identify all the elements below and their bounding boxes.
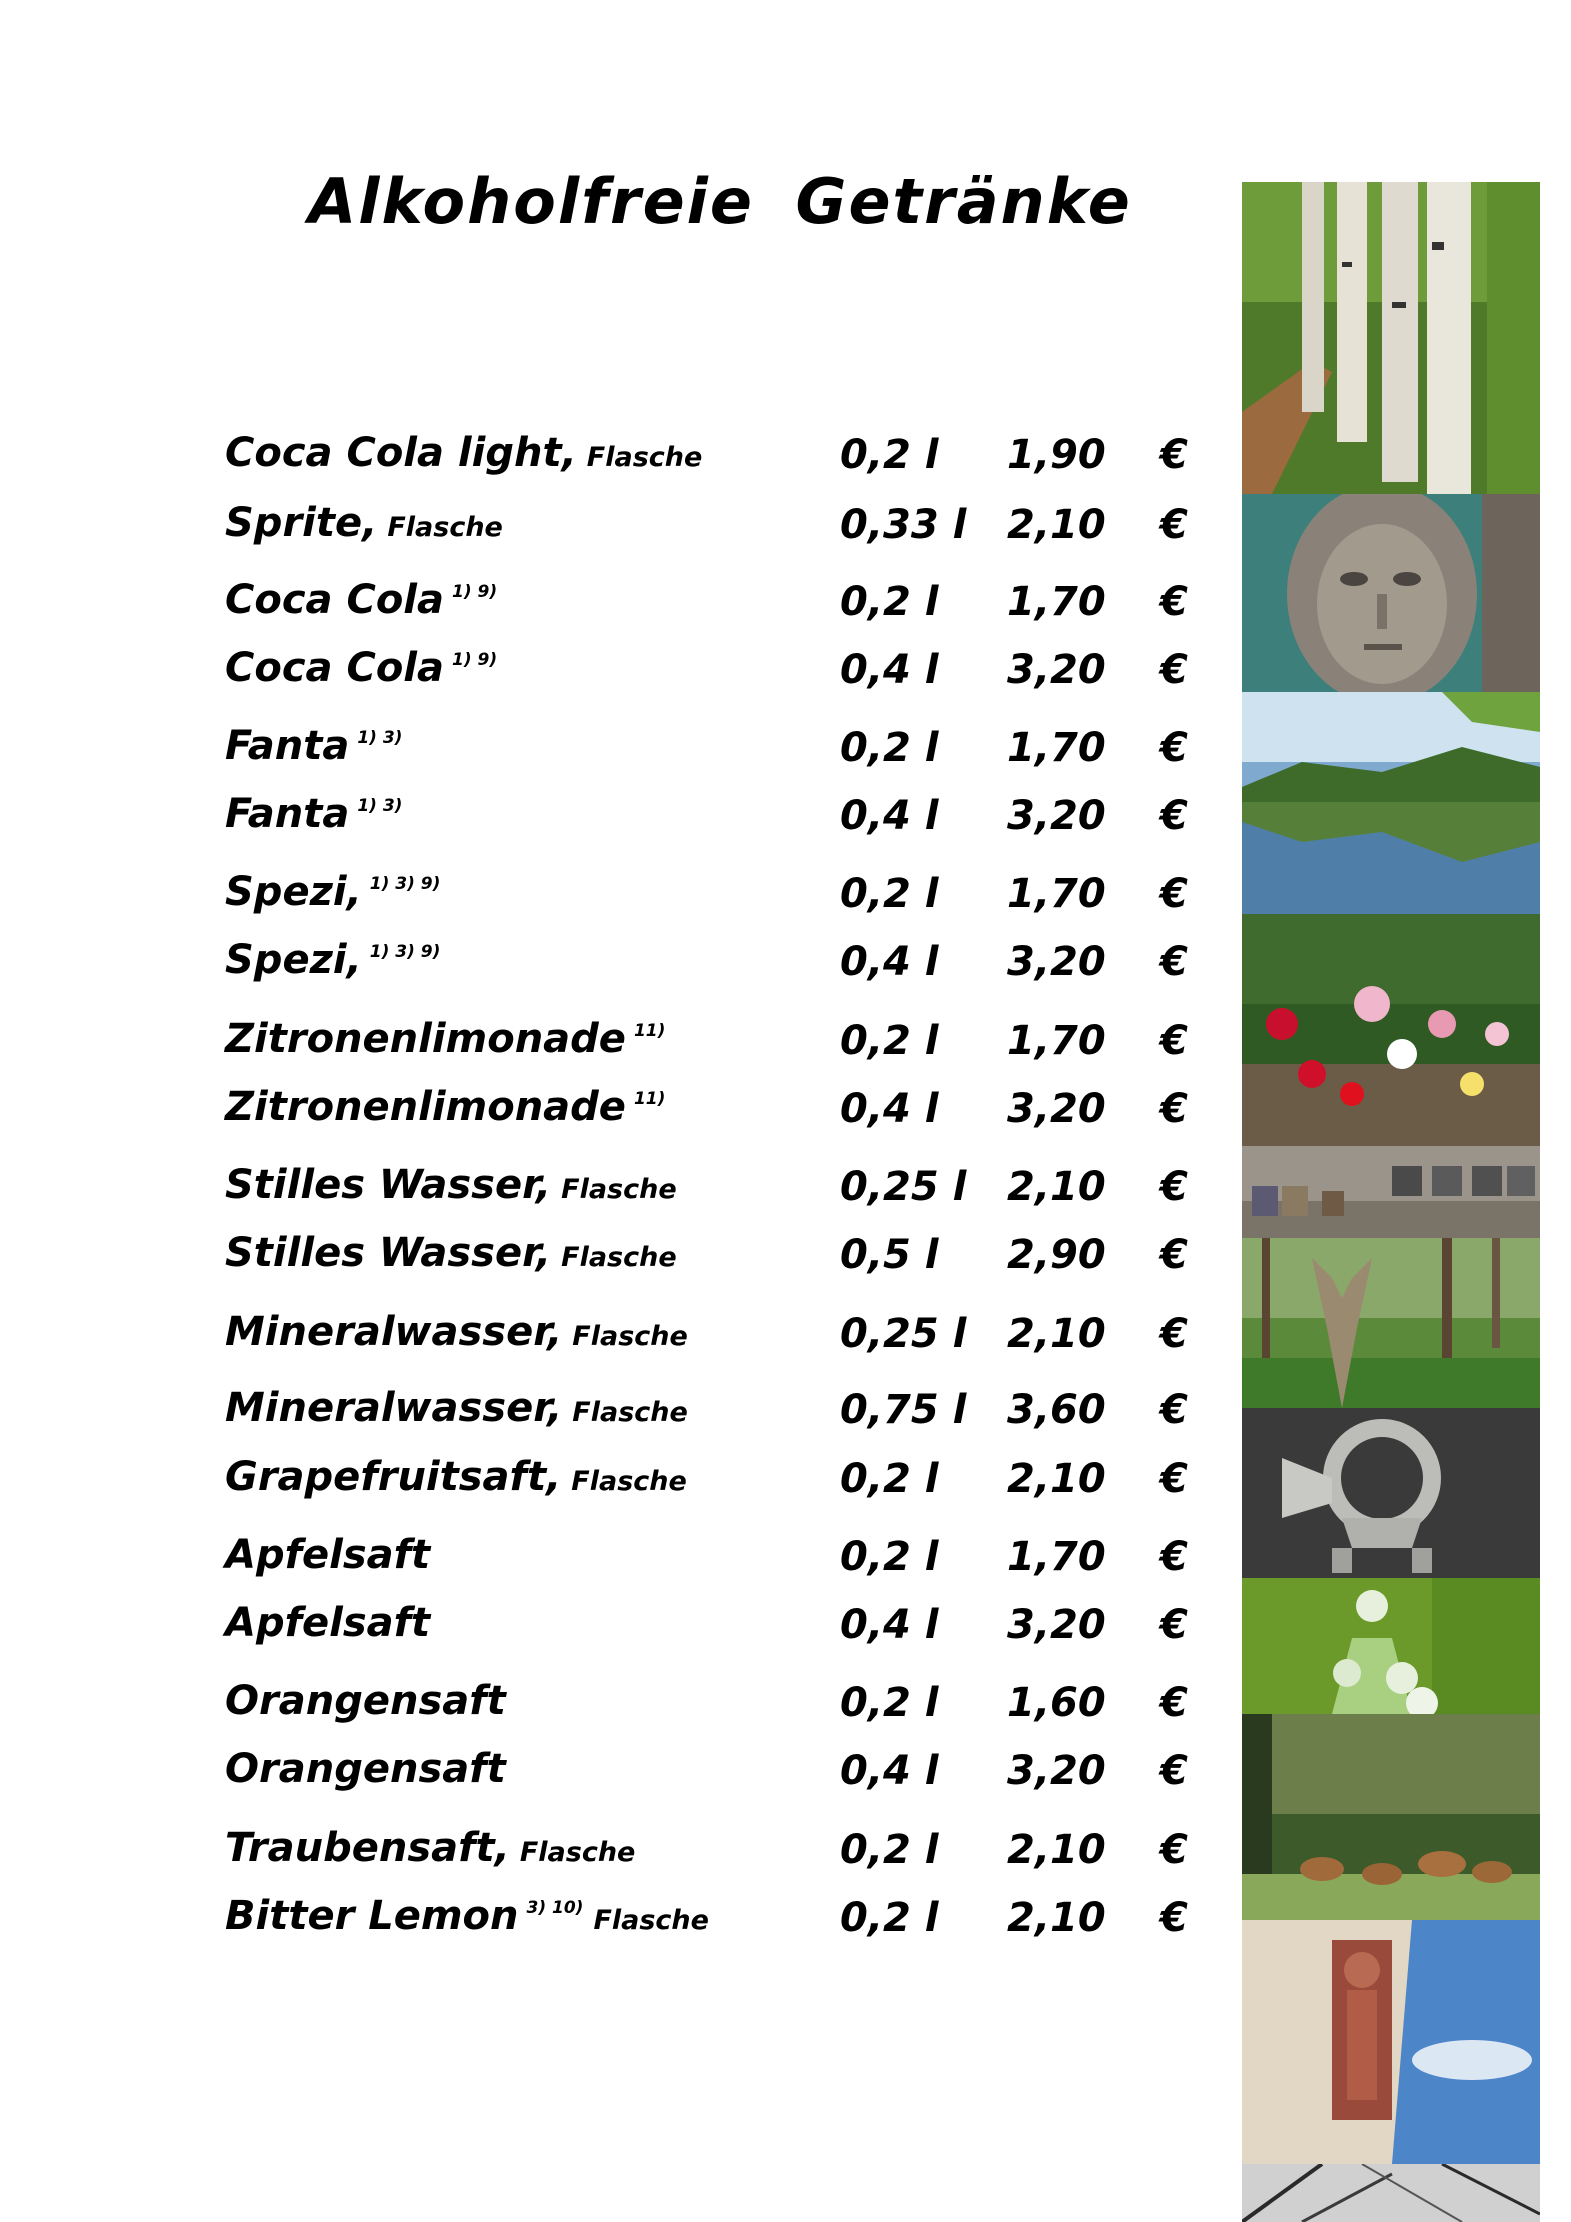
- item-name-text: Coca Cola light,: [225, 430, 577, 476]
- item-price: 1,70: [1007, 725, 1106, 771]
- menu-item-row: [225, 577, 1225, 637]
- deer-in-park-photo: [1242, 1714, 1540, 1920]
- item-name-text: Stilles Wasser,: [225, 1230, 552, 1276]
- item-volume: 0,2 l: [840, 579, 939, 625]
- spiderweb-branches-photo: [1242, 2164, 1540, 2222]
- menu-item-row: [225, 1162, 1225, 1222]
- currency-symbol: €: [1160, 1456, 1188, 1502]
- menu-item-row: [225, 1893, 1225, 1953]
- birch-forest-path-photo: [1242, 182, 1540, 494]
- item-name-text: Stilles Wasser,: [225, 1162, 552, 1208]
- item-container-label: Flasche: [561, 1242, 677, 1273]
- currency-symbol: €: [1160, 432, 1188, 478]
- sandstone-statue-sky-photo: [1242, 1920, 1540, 2164]
- menu-item-row: [225, 645, 1225, 705]
- currency-symbol: €: [1160, 579, 1188, 625]
- item-price: 2,10: [1007, 502, 1106, 548]
- item-name: [225, 723, 402, 769]
- item-volume: 0,4 l: [840, 793, 939, 839]
- item-name-text: Zitronenlimonade: [225, 1084, 626, 1130]
- hiking-boots-on-wall-photo: [1242, 1146, 1540, 1238]
- currency-symbol: €: [1160, 1895, 1188, 1941]
- currency-symbol: €: [1160, 725, 1188, 771]
- item-price: 2,10: [1007, 1311, 1106, 1357]
- item-name: [225, 1678, 506, 1724]
- currency-symbol: €: [1160, 1534, 1188, 1580]
- menu-item-row: [225, 937, 1225, 997]
- currency-symbol: €: [1160, 1680, 1188, 1726]
- menu-item-row: [225, 869, 1225, 929]
- item-container-label: Flasche: [561, 1174, 677, 1205]
- menu-item-row: [225, 1678, 1225, 1738]
- item-name: [225, 1825, 635, 1871]
- item-price: 3,20: [1007, 1086, 1106, 1132]
- item-name-text: Spezi,: [225, 869, 362, 915]
- item-container-label: Flasche: [572, 1321, 688, 1352]
- item-volume: 0,2 l: [840, 725, 939, 771]
- currency-symbol: €: [1160, 939, 1188, 985]
- item-container-label: Flasche: [387, 512, 503, 543]
- item-name: [225, 1893, 709, 1939]
- item-price: 3,20: [1007, 647, 1106, 693]
- item-price: 3,20: [1007, 1602, 1106, 1648]
- item-volume: 0,25 l: [840, 1311, 967, 1357]
- additive-note: 1) 3) 9): [369, 874, 441, 894]
- item-volume: 0,25 l: [840, 1164, 967, 1210]
- item-name: [225, 1084, 665, 1130]
- item-price: 1,70: [1007, 1018, 1106, 1064]
- menu-item-row: [225, 1825, 1225, 1885]
- item-price: 1,70: [1007, 579, 1106, 625]
- item-name-text: Sprite,: [225, 500, 378, 546]
- currency-symbol: €: [1160, 647, 1188, 693]
- currency-symbol: €: [1160, 1018, 1188, 1064]
- item-name-text: Grapefruitsaft,: [225, 1454, 562, 1500]
- item-name-text: Fanta: [225, 723, 350, 769]
- menu-item-row: [225, 1746, 1225, 1806]
- glass-flower-bud-photo: [1242, 1578, 1540, 1714]
- photo-strip: [1242, 182, 1540, 2222]
- currency-symbol: €: [1160, 1602, 1188, 1648]
- menu-item-row: [225, 1532, 1225, 1592]
- menu-item-row: [225, 1084, 1225, 1144]
- item-price: 2,10: [1007, 1164, 1106, 1210]
- page-title: Alkoholfreie Getränke: [308, 165, 1132, 238]
- item-volume: 0,2 l: [840, 1827, 939, 1873]
- menu-item-row: [225, 1309, 1225, 1369]
- item-price: 3,20: [1007, 1748, 1106, 1794]
- item-name: [225, 645, 497, 691]
- item-price: 2,10: [1007, 1827, 1106, 1873]
- item-container-label: Flasche: [572, 1397, 688, 1428]
- additive-note: 11): [633, 1021, 666, 1041]
- menu-item-row: [225, 1454, 1225, 1514]
- item-price: 2,10: [1007, 1895, 1106, 1941]
- item-name: [225, 500, 503, 546]
- item-container-label: Flasche: [571, 1466, 687, 1497]
- post-horn-relief-photo: [1242, 1408, 1540, 1578]
- currency-symbol: €: [1160, 1086, 1188, 1132]
- item-volume: 0,2 l: [840, 1018, 939, 1064]
- item-name: [225, 577, 497, 623]
- menu-item-row: [225, 1230, 1225, 1290]
- item-volume: 0,75 l: [840, 1387, 967, 1433]
- item-volume: 0,2 l: [840, 1534, 939, 1580]
- item-name: [225, 791, 402, 837]
- menu-item-row: [225, 1385, 1225, 1445]
- item-name-text: Bitter Lemon: [225, 1893, 519, 1939]
- item-name-text: Coca Cola: [225, 645, 445, 691]
- item-name: [225, 1746, 506, 1792]
- currency-symbol: €: [1160, 502, 1188, 548]
- item-price: 2,10: [1007, 1456, 1106, 1502]
- carved-wood-figure-forest-photo: [1242, 1238, 1540, 1408]
- item-price: 2,90: [1007, 1232, 1106, 1278]
- item-name: [225, 1309, 688, 1355]
- item-price: 3,20: [1007, 793, 1106, 839]
- item-container-label: Flasche: [519, 1837, 636, 1868]
- currency-symbol: €: [1160, 1311, 1188, 1357]
- item-name: [225, 1385, 688, 1431]
- item-volume: 0,4 l: [840, 1602, 939, 1648]
- item-name: [225, 1454, 687, 1500]
- item-name-text: Mineralwasser,: [225, 1385, 563, 1431]
- currency-symbol: €: [1160, 1827, 1188, 1873]
- item-volume: 0,4 l: [840, 1086, 939, 1132]
- item-name-text: Mineralwasser,: [225, 1309, 563, 1355]
- menu-item-row: [225, 723, 1225, 783]
- item-name: [225, 1532, 430, 1578]
- menu-item-row: [225, 791, 1225, 851]
- item-price: 3,20: [1007, 939, 1106, 985]
- item-container-label: Flasche: [586, 442, 703, 473]
- menu-item-row: [225, 1016, 1225, 1076]
- lake-reflection-photo: [1242, 692, 1540, 914]
- item-name: [225, 1016, 665, 1062]
- item-volume: 0,2 l: [840, 871, 939, 917]
- item-volume: 0,2 l: [840, 432, 939, 478]
- item-name-text: Orangensaft: [225, 1746, 506, 1792]
- item-volume: 0,4 l: [840, 647, 939, 693]
- menu-item-row: [225, 1600, 1225, 1660]
- currency-symbol: €: [1160, 793, 1188, 839]
- additive-note: 1) 3): [357, 728, 403, 748]
- item-volume: 0,33 l: [840, 502, 967, 548]
- item-name-text: Traubensaft,: [225, 1825, 510, 1871]
- item-volume: 0,2 l: [840, 1895, 939, 1941]
- menu-item-row: [225, 500, 1225, 560]
- additive-note: 1) 3): [357, 796, 403, 816]
- dahlia-garden-photo: [1242, 914, 1540, 1146]
- additive-note: 11): [633, 1089, 666, 1109]
- currency-symbol: €: [1160, 1164, 1188, 1210]
- wooden-face-sculpture-photo: [1242, 494, 1540, 692]
- item-price: 1,90: [1007, 432, 1106, 478]
- item-volume: 0,2 l: [840, 1456, 939, 1502]
- item-name-text: Zitronenlimonade: [225, 1016, 626, 1062]
- item-price: 1,70: [1007, 1534, 1106, 1580]
- item-price: 1,70: [1007, 871, 1106, 917]
- additive-note: 3) 10): [526, 1898, 584, 1918]
- item-name-text: Spezi,: [225, 937, 362, 983]
- currency-symbol: €: [1160, 1387, 1188, 1433]
- item-name-text: Coca Cola: [225, 577, 445, 623]
- item-container-label: Flasche: [593, 1905, 709, 1936]
- item-name: [225, 1230, 677, 1276]
- currency-symbol: €: [1160, 871, 1188, 917]
- currency-symbol: €: [1160, 1748, 1188, 1794]
- additive-note: 1) 9): [452, 582, 498, 602]
- item-name-text: Apfelsaft: [225, 1532, 431, 1578]
- additive-note: 1) 3) 9): [369, 942, 441, 962]
- item-name-text: Orangensaft: [225, 1678, 506, 1724]
- item-name: [225, 1600, 430, 1646]
- menu-item-row: [225, 430, 1225, 490]
- item-name: [225, 869, 440, 915]
- item-name: [225, 937, 440, 983]
- item-volume: 0,4 l: [840, 939, 939, 985]
- item-volume: 0,5 l: [840, 1232, 939, 1278]
- item-volume: 0,4 l: [840, 1748, 939, 1794]
- item-volume: 0,2 l: [840, 1680, 939, 1726]
- item-name: [225, 1162, 677, 1208]
- item-name-text: Apfelsaft: [225, 1600, 431, 1646]
- item-price: 3,60: [1007, 1387, 1106, 1433]
- currency-symbol: €: [1160, 1232, 1188, 1278]
- item-name: [225, 430, 702, 476]
- item-name-text: Fanta: [225, 791, 350, 837]
- item-price: 1,60: [1007, 1680, 1106, 1726]
- additive-note: 1) 9): [452, 650, 498, 670]
